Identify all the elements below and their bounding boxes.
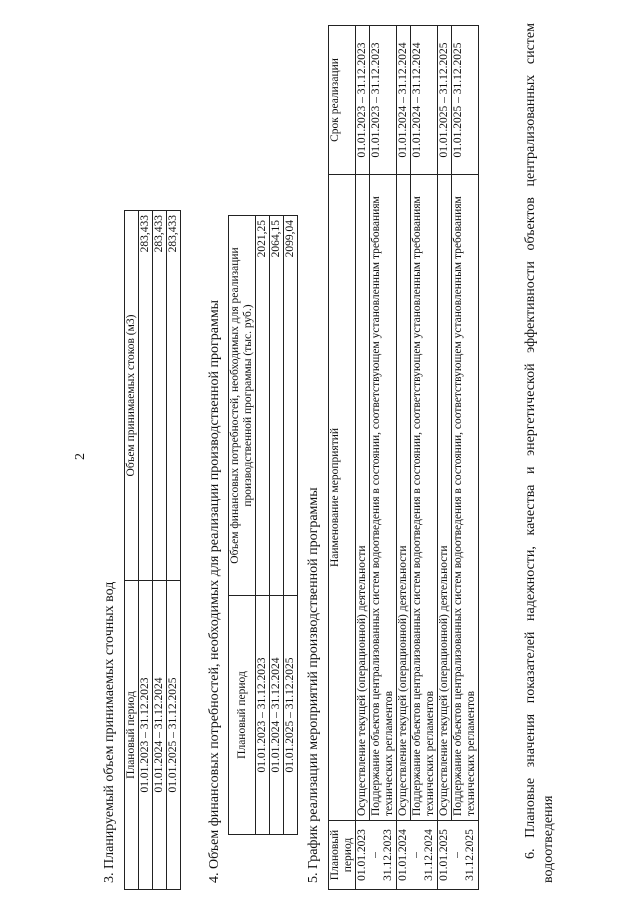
table-row [452, 26, 479, 890]
header-cell: Плановый период [329, 821, 356, 890]
page-number: 2 [73, 453, 88, 460]
table-row [139, 211, 153, 890]
period-cell: 01.01.2024 – 31.12.2024 [270, 596, 284, 835]
value-cell: 283,433 [167, 211, 181, 581]
term-cell: 01.01.2024 – 31.12.2024 [411, 26, 438, 175]
header-cell: Объем финансовых потребностей, необходимых для реализации производственной программы (тыс. руб.) [229, 216, 256, 596]
period-cell: 01.01.2024 – 31.12.2024 [153, 581, 167, 890]
activity-cell: Поддержание объектов централизованных систем водоотведения в состоянии, соответствующем установленным требованиям технических регламентов [370, 175, 397, 821]
section5-table [328, 25, 479, 890]
term-cell: 01.01.2023 – 31.12.2023 [370, 26, 397, 175]
header-cell: Срок реализации [329, 26, 356, 175]
section3-table [124, 210, 181, 890]
section6-text: 6. Плановые значения показателей надежности, качества и энергетической эффективности объектов централизованных систем водоотведения [523, 23, 556, 883]
period-cell: 01.01.2025 – 31.12.2025 [167, 581, 181, 890]
term-cell: 01.01.2025 – 31.12.2025 [438, 26, 452, 175]
header-cell: Плановый период [229, 596, 256, 835]
activity-cell: Поддержание объектов централизованных систем водоотведения в состоянии, соответствующем установленным требованиям технических регламентов [411, 175, 438, 821]
section3-title: 3. Планируемый объем принимаемых сточных вод [102, 581, 117, 883]
period-cell: 01.01.2025 – 31.12.2025 [438, 821, 479, 890]
activity-cell: Осуществление текущей (операционной) деятельности [356, 175, 370, 821]
table-row [153, 211, 167, 890]
header-cell: Плановый период [125, 581, 139, 890]
value-cell: 283,433 [153, 211, 167, 581]
period-cell: 01.01.2023 – 31.12.2023 [139, 581, 153, 890]
period-cell: 01.01.2023 – 31.12.2023 [356, 821, 397, 890]
term-cell: 01.01.2025 – 31.12.2025 [452, 26, 479, 175]
header-cell: Наименование мероприятий [329, 175, 356, 821]
period-cell: 01.01.2023 – 31.12.2023 [256, 596, 270, 835]
value-cell: 283,433 [139, 211, 153, 581]
period-cell: 01.01.2025 – 31.12.2025 [284, 596, 298, 835]
section4-title: 4. Объем финансовых потребностей, необходимых для реализации производственной программы [207, 299, 222, 883]
table-row [356, 26, 370, 890]
value-cell: 2064,15 [270, 216, 284, 596]
header-cell: Объем принимаемых стоков (м3) [125, 211, 139, 581]
table-row [256, 216, 270, 835]
term-cell: 01.01.2024 – 31.12.2024 [397, 26, 411, 175]
table-header-row [329, 26, 356, 890]
term-cell: 01.01.2023 – 31.12.2023 [356, 26, 370, 175]
table-row [397, 26, 411, 890]
activity-cell: Осуществление текущей (операционной) деятельности [397, 175, 411, 821]
value-cell: 2021,25 [256, 216, 270, 596]
table-row [370, 26, 397, 890]
table-row [270, 216, 284, 835]
table-row [438, 26, 452, 890]
section5-title: 5. График реализации мероприятий производственной программы [306, 487, 321, 883]
table-header-row [125, 211, 139, 890]
value-cell: 2099,04 [284, 216, 298, 596]
table-header-row [229, 216, 256, 835]
section4-table [228, 215, 298, 835]
table-row [411, 26, 438, 890]
activity-cell: Поддержание объектов централизованных систем водоотведения в состоянии, соответствующем установленным требованиям технических регламентов [452, 175, 479, 821]
period-cell: 01.01.2024 – 31.12.2024 [397, 821, 438, 890]
table-row [167, 211, 181, 890]
activity-cell: Осуществление текущей (операционной) деятельности [438, 175, 452, 821]
table-row [284, 216, 298, 835]
